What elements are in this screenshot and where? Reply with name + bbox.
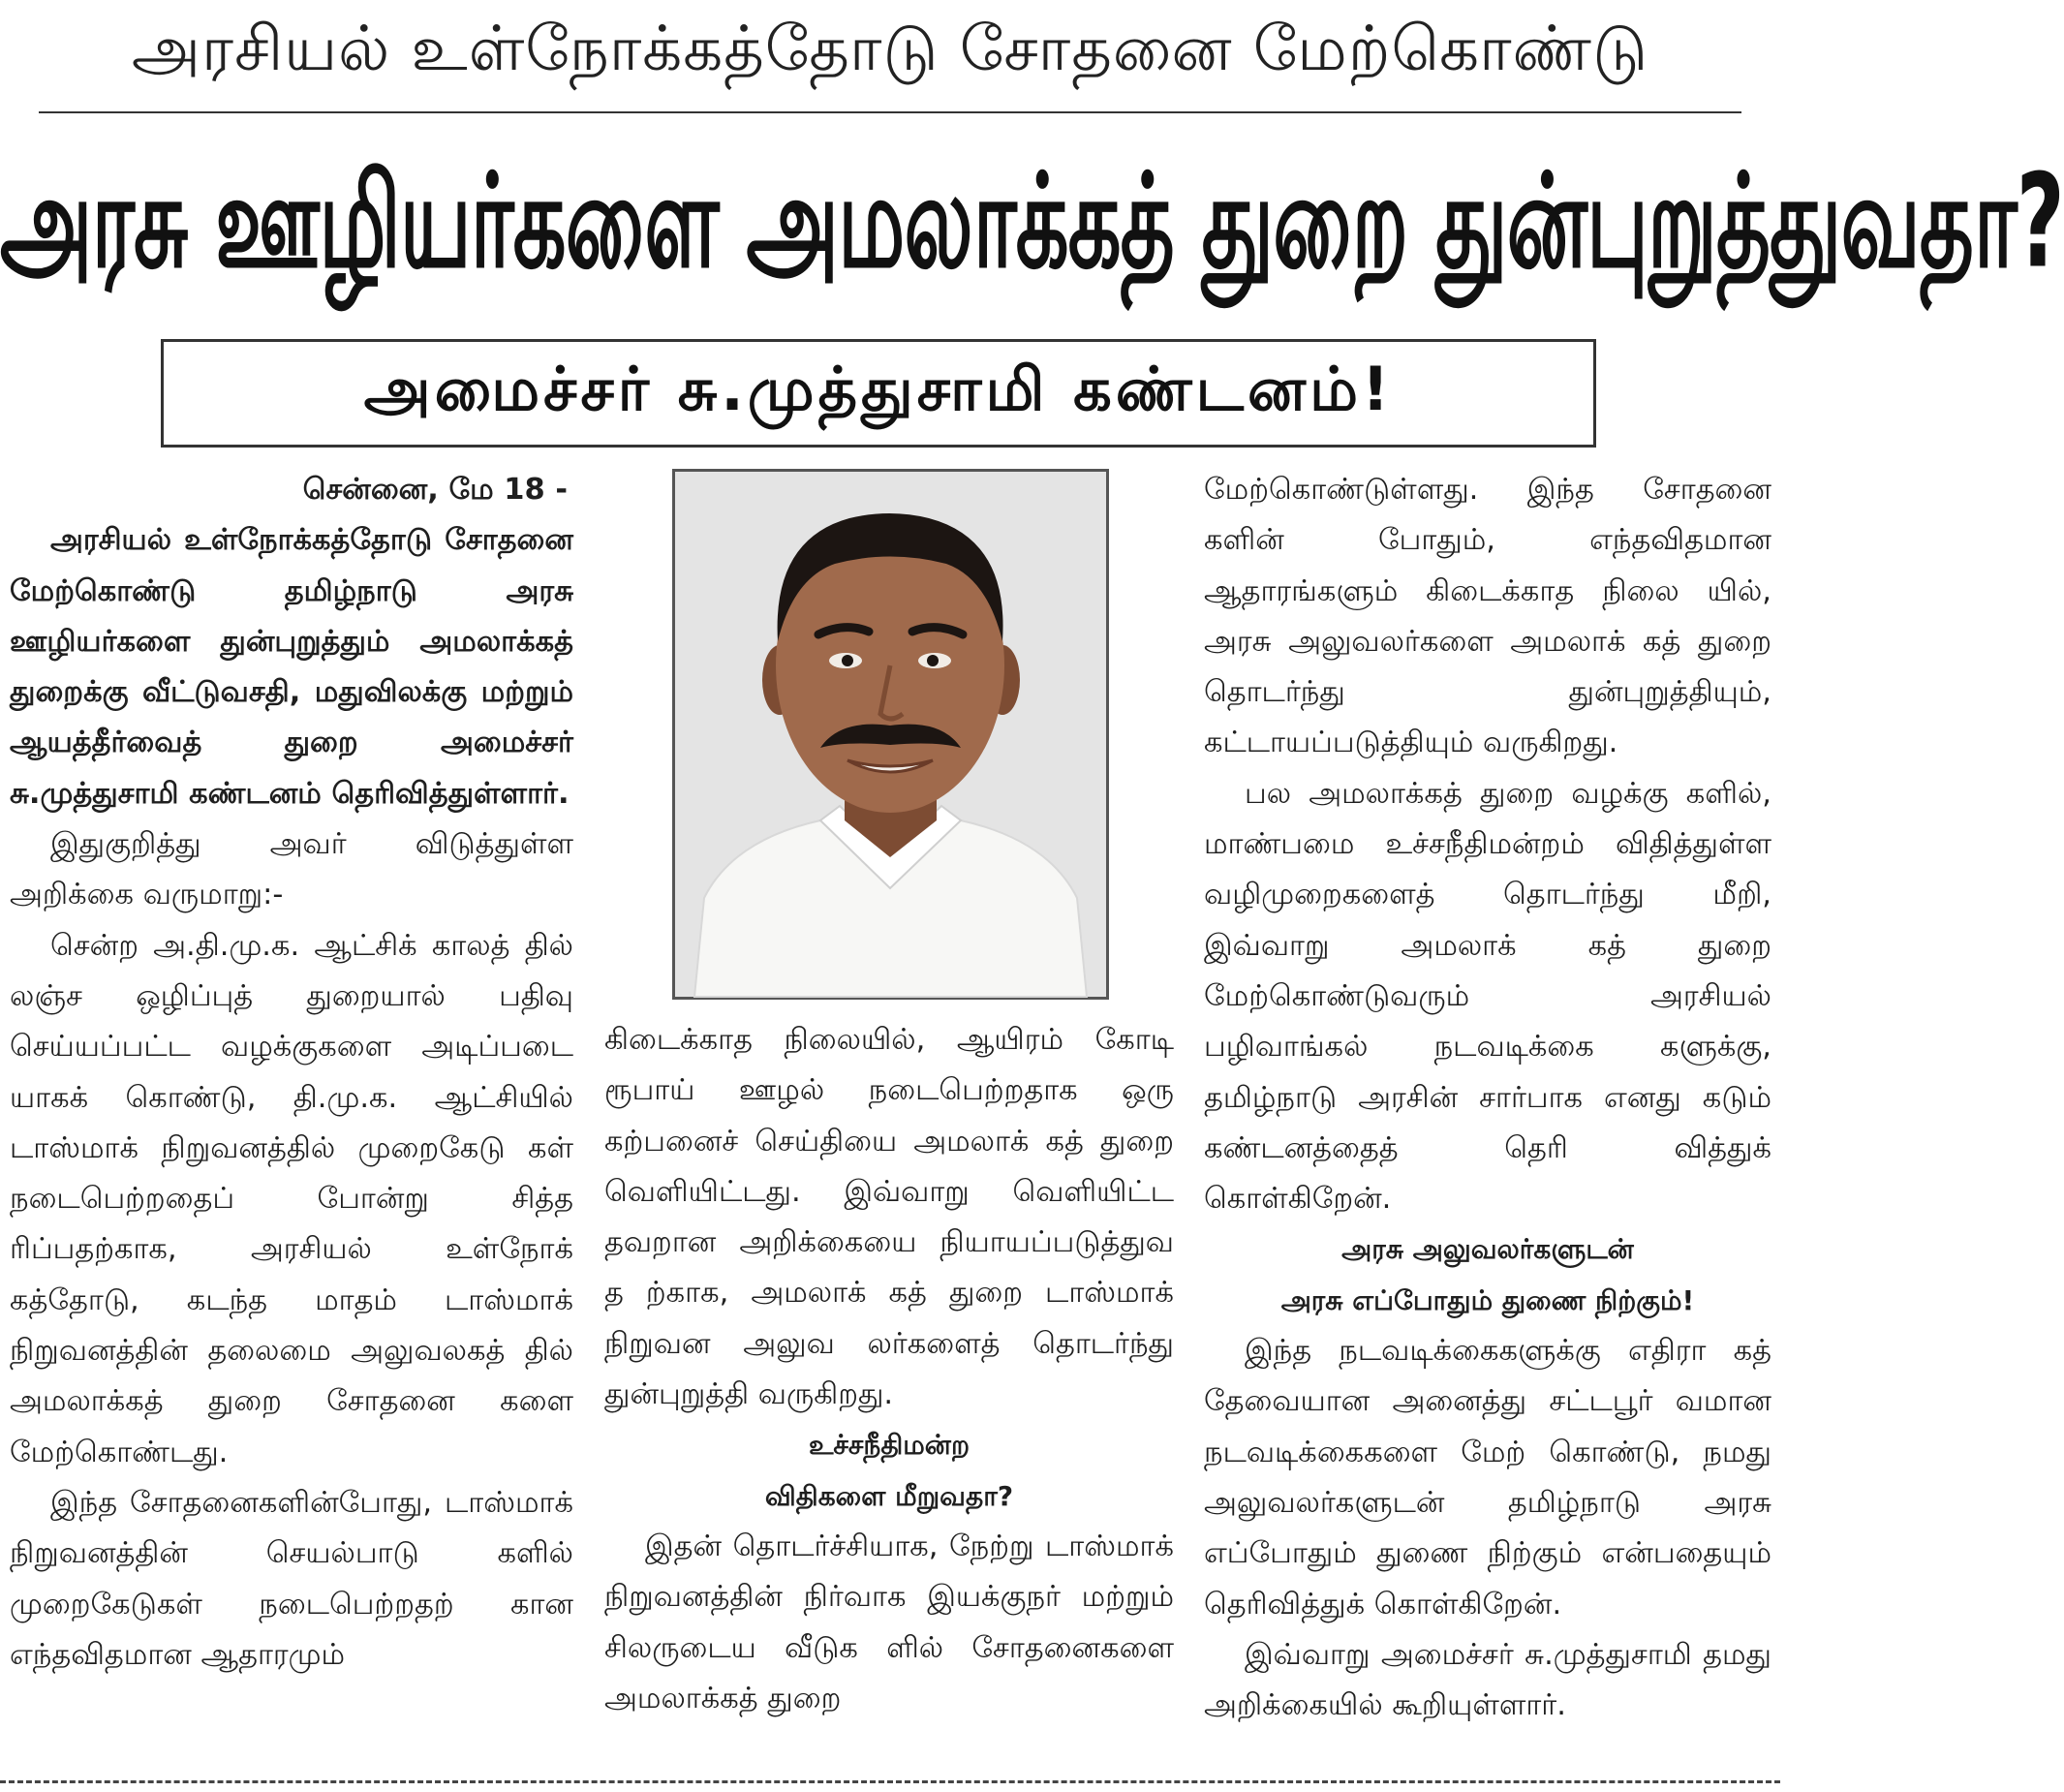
subheadline: அமைச்சர் சு.முத்துசாமி கண்டனம்!: [363, 354, 1394, 424]
article-column-3: [1204, 465, 1771, 1768]
paragraph: இந்த சோதனைகளின்போது, டாஸ்மாக் நிறுவனத்தின் செயல்பாடு களில் முறைகேடுகள் நடைபெற்றதற் கான எந்தவிதமான ஆதாரமும்: [10, 1485, 573, 1672]
bottom-dashed-rule: [0, 1780, 1780, 1783]
minister-photo: [672, 469, 1109, 1000]
left-pupil: [842, 655, 853, 666]
article-column-2: [604, 1015, 1174, 1768]
subheading: விதிகளை மீறுவதா?: [764, 1479, 1014, 1512]
dateline: சென்னை, மே 18 -: [302, 473, 568, 507]
paragraph: மேற்கொண்டுள்ளது. இந்த சோதனை களின் போதும், எந்தவிதமான ஆதாரங்களும் கிடைக்காத நிலை யில், அரசு அலுவலர்களை அமலாக் கத் துறை தொடர்ந்து துன்புறுத்தியும், கட்டாயப்படுத்தியும் வருகிறது.: [1204, 473, 1771, 760]
main-headline: அரசு ஊழியர்களை அமலாக்கத் துறை துன்புறுத்துவதா?: [0, 147, 2064, 297]
lead-paragraph: அரசியல் உள்நோக்கத்தோடு சோதனை மேற்கொண்டு தமிழ்நாடு அரசு ஊழியர்களை துன்புறுத்தும் அமலாக்கத் துறைக்கு வீட்டுவசதி, மதுவிலக்கு மற்றும் ஆயத்தீர்வைத் துறை அமைச்சர் சு.முத்துசாமி கண்டனம் தெரிவித்துள்ளார்.: [10, 523, 573, 811]
subheadline-box: [161, 339, 1596, 448]
subheading: அரசு அலுவலர்களுடன்: [1341, 1233, 1634, 1266]
subheading: உச்சநீதிமன்ற: [808, 1429, 970, 1462]
subheading: அரசு எப்போதும் துணை நிற்கும்!: [1280, 1283, 1695, 1316]
paragraph: இவ்வாறு அமைச்சர் சு.முத்துசாமி தமது அறிக்கையில் கூறியுள்ளார்.: [1204, 1637, 1771, 1723]
right-pupil: [927, 655, 939, 666]
paragraph: பல அமலாக்கத் துறை வழக்கு களில், மாண்பமை உச்சநீதிமன்றம் விதித்துள்ள வழிமுறைகளைத் தொடர்ந்து மீறி, இவ்வாறு அமலாக் கத் துறை மேற்கொண்டுவரும் அரசியல் பழிவாங்கல் நடவடிக்கை களுக்கு, தமிழ்நாடு அரசின் சார்பாக எனது கடும் கண்டனத்தைத் தெரி வித்துக் கொள்கிறேன்.: [1204, 776, 1771, 1217]
portrait-illustration: [675, 472, 1106, 997]
paragraph: இந்த நடவடிக்கைகளுக்கு எதிரா கத் தேவையான அனைத்து சட்டபூர் வமான நடவடிக்கைகளை மேற் கொண்டு, நமது அலுவலர்களுடன் தமிழ்நாடு அரசு எப்போதும் துணை நிற்கும் என்பதையும் தெரிவித்துக் கொள்கிறேன்.: [1204, 1334, 1771, 1622]
paragraph: சென்ற அ.தி.மு.க. ஆட்சிக் காலத் தில் லஞ்ச ஒழிப்புத் துறையால் பதிவு செய்யப்பட்ட வழக்குகளை அடிப்படை யாகக் கொண்டு, தி.மு.க. ஆட்சியில் டாஸ்மாக் நிறுவனத்தில் முறைகேடு கள் நடைபெற்றதைப் போன்று சித்த ரிப்பதற்காக, அரசியல் உள்நோக் கத்தோடு, கடந்த மாதம் டாஸ்மாக் நிறுவனத்தின் தலைமை அலுவலகத் தில் அமலாக்கத் துறை சோதனை களை மேற்கொண்டது.: [10, 928, 573, 1469]
paragraph: இதன் தொடர்ச்சியாக, நேற்று டாஸ்மாக் நிறுவனத்தின் நிர்வாக இயக்குநர் மற்றும் சிலருடைய வீடுக ளில் சோதனைகளை அமலாக்கத் துறை: [604, 1529, 1174, 1715]
kicker-rule: [39, 111, 1741, 113]
paragraph: இதுகுறித்து அவர் விடுத்துள்ள அறிக்கை வருமாறு:-: [10, 827, 573, 912]
kicker-headline: அரசியல் உள்நோக்கத்தோடு சோதனை மேற்கொண்டு: [131, 14, 1649, 85]
article-column-1: [10, 465, 573, 1768]
paragraph: கிடைக்காத நிலையில், ஆயிரம் கோடி ரூபாய் ஊழல் நடைபெற்றதாக ஒரு கற்பனைச் செய்தியை அமலாக் கத் துறை வெளியிட்டது. இவ்வாறு வெளியிட்ட தவறான அறிக்கையை நியாயப்படுத்துவ த ற்காக, அமலாக் கத் துறை டாஸ்மாக் நிறுவன அலுவ லர்களைத் தொடர்ந்து துன்புறுத்தி வருகிறது.: [604, 1023, 1174, 1412]
